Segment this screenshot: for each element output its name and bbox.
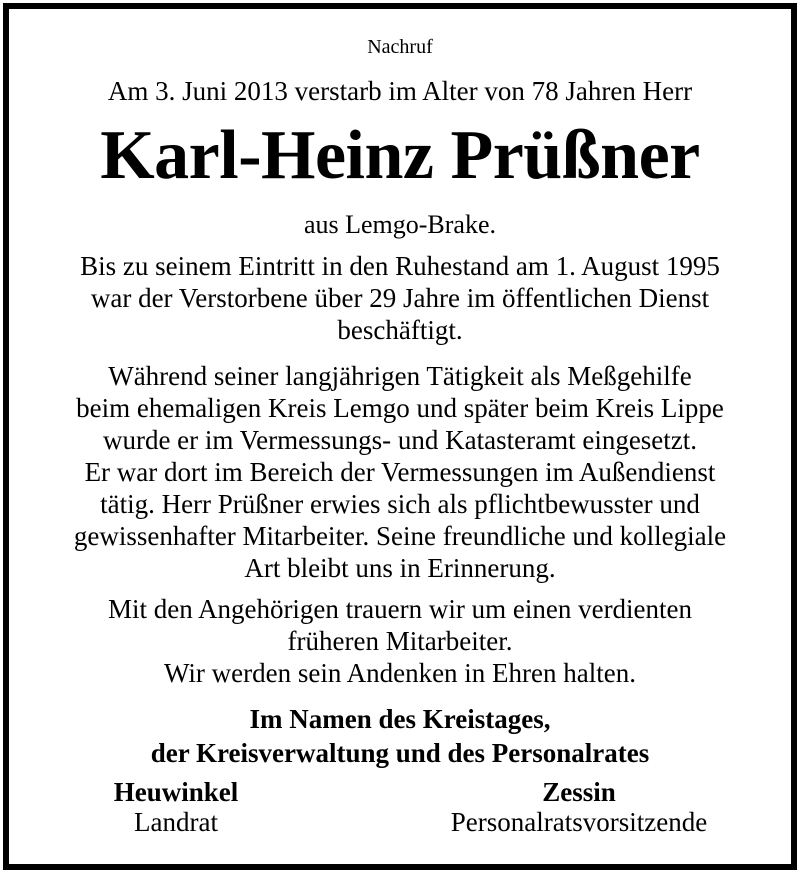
origin-line: aus Lemgo-Brake. bbox=[303, 210, 497, 239]
paragraph-line: wurde er im Vermessungs- und Katasteramt eingesetzt. bbox=[102, 425, 698, 455]
intro-line: Am 3. Juni 2013 verstarb im Alter von 78 Jahren Herr bbox=[107, 76, 693, 106]
signatory-role: Landrat bbox=[134, 807, 218, 837]
paragraph-line: Er war dort im Bereich der Vermessungen im Außendienst bbox=[84, 457, 716, 487]
organization-line: Im Namen des Kreistages, bbox=[249, 704, 551, 734]
deceased-name: Karl-Heinz Prüßner bbox=[100, 117, 700, 194]
organization-block bbox=[9, 702, 791, 770]
paragraph-line: Während seiner langjährigen Tätigkeit als Meßgehilfe bbox=[108, 361, 692, 391]
signatory-left bbox=[101, 777, 251, 837]
signatory-role: Personalratsvorsitzende bbox=[450, 807, 708, 837]
signatory-name: Zessin bbox=[542, 777, 616, 807]
organization-line: der Kreisverwaltung und des Personalrates bbox=[150, 738, 650, 768]
paragraph-line: war der Verstorbene über 29 Jahre im öffentlichen Dienst bbox=[90, 283, 710, 313]
signatory-right bbox=[419, 777, 739, 837]
paragraph-line: früheren Mitarbeiter. bbox=[287, 626, 513, 656]
paragraph-line: Bis zu seinem Eintritt in den Ruhestand am 1. August 1995 bbox=[80, 251, 720, 281]
paragraph-line: Wir werden sein Andenken in Ehren halten. bbox=[163, 658, 636, 688]
mourning-paragraph bbox=[9, 593, 791, 689]
notice-title: Nachruf bbox=[367, 36, 433, 58]
paragraph-line: tätig. Herr Prüßner erwies sich als pflichtbewusster und bbox=[100, 489, 700, 519]
signatory-name: Heuwinkel bbox=[113, 777, 239, 807]
paragraph-line: Art bleibt uns in Erinnerung. bbox=[244, 553, 556, 583]
paragraph-line: Mit den Angehörigen trauern wir um einen verdienten bbox=[107, 594, 693, 624]
service-paragraph bbox=[9, 360, 791, 584]
paragraph-line: gewissenhafter Mitarbeiter. Seine freundliche und kollegiale bbox=[73, 521, 727, 551]
paragraph-line: beim ehemaligen Kreis Lemgo und später beim Kreis Lippe bbox=[76, 393, 724, 423]
career-paragraph bbox=[9, 250, 791, 346]
paragraph-line: beschäftigt. bbox=[337, 315, 463, 345]
